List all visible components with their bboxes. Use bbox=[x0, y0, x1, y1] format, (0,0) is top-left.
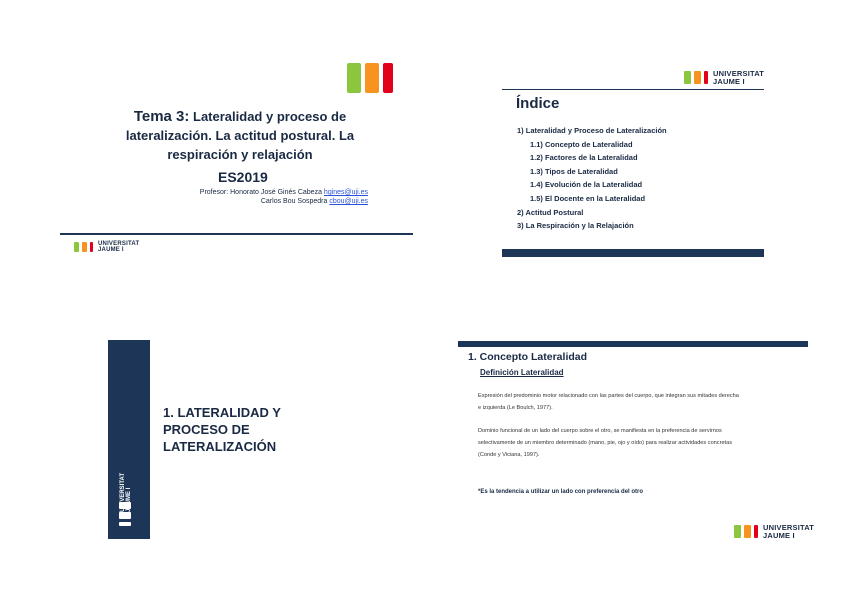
index-item[interactable]: 1.2) Factores de la Lateralidad bbox=[530, 153, 638, 163]
logo-text-2: JAUME I bbox=[126, 487, 132, 512]
para2-line: selectivamente de un miembro determinado (mano, pie, ojo y oído) para realizar actividades concretas bbox=[478, 440, 733, 446]
section-line-1: 1. LATERALIDAD Y bbox=[163, 405, 281, 420]
slide-1-title bbox=[60, 45, 416, 265]
side-band bbox=[108, 340, 150, 539]
bottom-bar bbox=[502, 249, 764, 257]
section-line-2: PROCESO DE bbox=[163, 422, 250, 437]
tema-label: Tema 3: bbox=[133, 108, 190, 125]
index-list bbox=[517, 124, 667, 233]
prof1-email[interactable]: hgines@uji.es bbox=[323, 189, 368, 196]
uji-small-logo bbox=[684, 70, 764, 85]
logo-text-2: JAUME I bbox=[713, 76, 745, 86]
top-rule bbox=[502, 89, 764, 90]
para1-line: Expresión del predominio motor relacionado con las partes del cuerpo, que integran sus mitades derecha bbox=[478, 393, 739, 399]
content-subheading: Definición Lateralidad bbox=[480, 368, 564, 377]
title-line-2: lateralización. La actitud postural. La bbox=[125, 128, 355, 143]
logo-text-1: UNIVERSITAT bbox=[120, 472, 126, 512]
prof1-name: Profesor: Honorato José Ginés Cabeza bbox=[199, 189, 322, 196]
vertical-logo bbox=[116, 458, 142, 526]
uji-small-logo bbox=[74, 241, 139, 253]
course-code: ES2019 bbox=[218, 169, 268, 185]
slide-2-index bbox=[500, 60, 768, 260]
index-item[interactable]: 1) Lateralidad y Proceso de Lateralización bbox=[517, 126, 667, 135]
index-item[interactable]: 1.5) El Docente en la Lateralidad bbox=[530, 193, 646, 203]
index-item[interactable]: 1.3) Tipos de Lateralidad bbox=[530, 166, 618, 176]
content-heading: 1. Concepto Lateralidad bbox=[468, 351, 588, 363]
slide-3-section bbox=[108, 340, 418, 540]
note: *Es la tendencia a utilizar un lado con preferencia del otro bbox=[478, 489, 644, 495]
index-item[interactable]: 1.1) Concepto de Lateralidad bbox=[530, 139, 633, 149]
logo-text-1: UNIVERSITAT bbox=[763, 523, 815, 532]
logo-text-1: UNIVERSITAT bbox=[713, 69, 765, 78]
index-title: Índice bbox=[516, 95, 560, 112]
index-item[interactable]: 2) Actitud Postural bbox=[517, 207, 584, 217]
index-item[interactable]: 3) La Respiración y la Relajación bbox=[517, 221, 634, 231]
uji-logo bbox=[347, 63, 393, 93]
prof2-name: Carlos Bou Sospedra bbox=[260, 198, 328, 205]
paragraph-1 bbox=[478, 390, 808, 414]
para2-line: Dominio funcional de un lado del cuerpo sobre el otro, se manifiesta en la preferencia de servirnos bbox=[478, 428, 722, 434]
title-line-3: respiración y relajación bbox=[167, 147, 313, 162]
paragraph-2 bbox=[478, 425, 808, 461]
slide-4-content bbox=[458, 340, 815, 550]
title-part: Lateralidad y proceso de bbox=[193, 109, 347, 124]
divider bbox=[60, 233, 413, 235]
vertical-logo-text bbox=[120, 473, 132, 512]
logo-text-2: JAUME I bbox=[98, 247, 124, 253]
para1-line: e izquierda (Le Boulch, 1977). bbox=[478, 405, 553, 411]
professors bbox=[200, 188, 368, 206]
section-line-3: LATERALIZACIÓN bbox=[163, 439, 277, 454]
logo-text-1: UNIVERSITAT bbox=[98, 241, 140, 247]
top-bar bbox=[458, 341, 808, 347]
prof2-email[interactable]: cbou@uji.es bbox=[329, 198, 368, 205]
index-item[interactable]: 1.4) Evolución de la Lateralidad bbox=[530, 180, 643, 190]
uji-small-logo bbox=[734, 524, 814, 539]
logo-text-2: JAUME I bbox=[763, 530, 795, 540]
section-title bbox=[163, 404, 281, 455]
para2-line: (Conde y Viciana, 1997). bbox=[478, 452, 540, 458]
slide-title bbox=[60, 107, 420, 164]
